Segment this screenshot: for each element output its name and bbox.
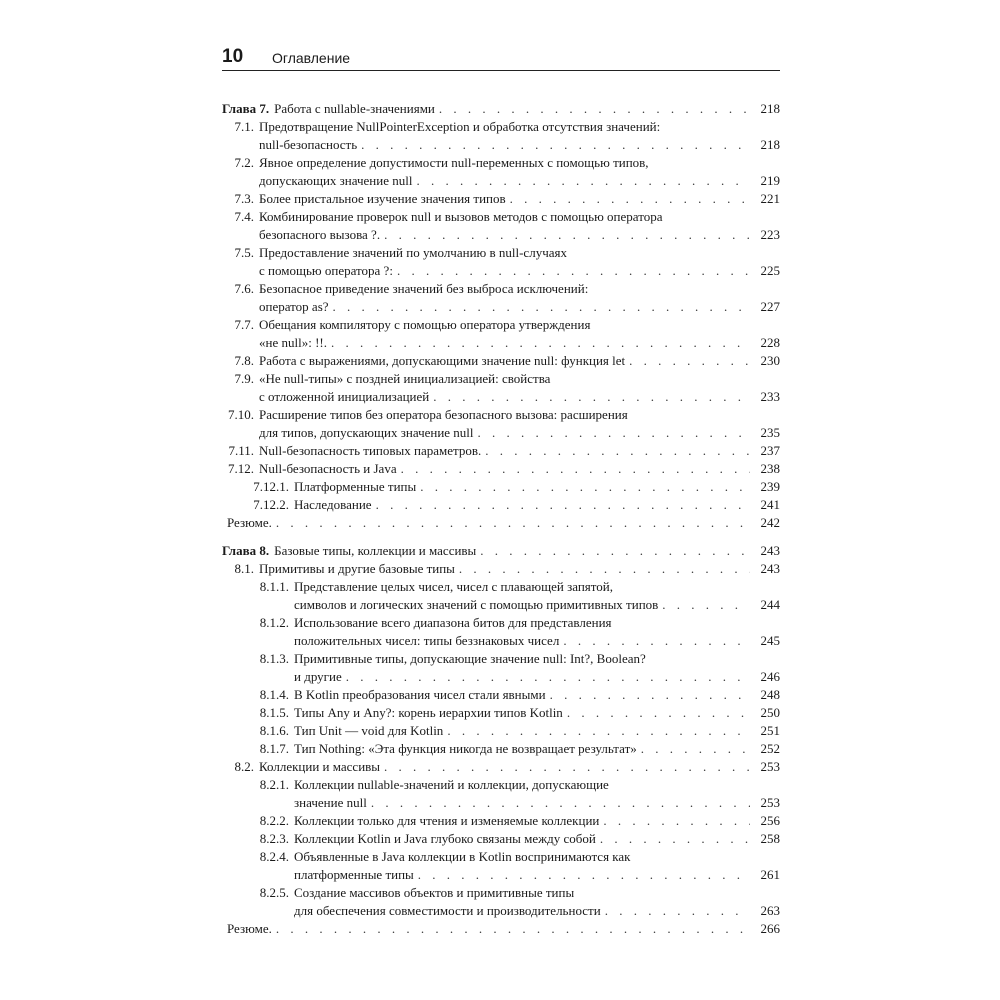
entry-text: Тип Unit — void для Kotlin [294, 723, 444, 738]
entry-line [259, 244, 780, 262]
entry-line [294, 812, 780, 830]
entry-text: Создание массивов объектов и примитивные типы [294, 885, 575, 900]
entry-text: безопасного вызова ?. [259, 227, 381, 242]
entry-text: Платформенные типы [294, 479, 417, 494]
entry-body [259, 442, 780, 460]
toc-section-entry[interactable] [222, 316, 780, 352]
entry-text: Коллекции Kotlin и Java глубоко связаны между собой [294, 831, 596, 846]
entry-body [259, 118, 780, 154]
entry-line [259, 370, 780, 388]
page-number: 10 [222, 46, 244, 67]
entry-number: 8.2.2. [259, 813, 289, 828]
dot-leader [629, 352, 750, 370]
entry-text: значение null [294, 795, 367, 810]
entry-number: 8.1.3. [259, 651, 289, 666]
toc-subsection-entry[interactable] [222, 614, 780, 650]
page-ref: 256 [760, 813, 780, 828]
toc-summary-entry[interactable] [222, 920, 780, 938]
entry-text: «Не null-типы» с поздней инициализацией: свойства [259, 371, 551, 386]
dot-leader [397, 262, 750, 280]
entry-number: 7.12. [228, 461, 254, 476]
page-ref: 223 [760, 227, 780, 242]
dot-leader [371, 794, 750, 812]
entry-text: Примитивы и другие базовые типы [259, 561, 455, 576]
dot-leader [563, 632, 750, 650]
entry-text: Обещания компилятору с помощью оператора утверждения [259, 317, 591, 332]
dot-leader [439, 100, 750, 118]
entry-line [259, 334, 780, 352]
entry-line [294, 478, 780, 496]
entry-text: для обеспечения совместимости и производительности [294, 903, 601, 918]
entry-text: null-безопасность [259, 137, 358, 152]
entry-body [294, 776, 780, 812]
toc-subsection-entry[interactable] [222, 578, 780, 614]
entry-line [259, 172, 780, 190]
entry-number: 8.2. [234, 759, 254, 774]
entry-number: 8.1.7. [259, 741, 289, 756]
entry-text: В Kotlin преобразования чисел стали явными [294, 687, 546, 702]
entry-line [259, 208, 780, 226]
dot-leader [567, 704, 750, 722]
entry-line [259, 352, 780, 370]
page-ref: 230 [760, 353, 780, 368]
toc-subsection-entry[interactable] [222, 722, 780, 740]
entry-line [259, 298, 780, 316]
dot-leader [331, 334, 750, 352]
dot-leader [420, 478, 750, 496]
entry-body [294, 496, 780, 514]
page-ref: 253 [760, 759, 780, 774]
entry-line [274, 542, 780, 560]
entry-text: оператор as? [259, 299, 329, 314]
dot-leader [478, 424, 750, 442]
entry-line [259, 118, 780, 136]
entry-text: Коллекции nullable-значений и коллекции, допускающие [294, 777, 609, 792]
dot-leader [376, 496, 750, 514]
page-ref: 218 [760, 137, 780, 152]
entry-number: 7.3. [234, 191, 254, 206]
entry-body [274, 542, 780, 560]
toc-section-entry[interactable] [222, 442, 780, 460]
toc-subsection-entry[interactable] [222, 704, 780, 722]
entry-line [227, 514, 780, 532]
toc-subsection-entry[interactable] [222, 740, 780, 758]
page-ref: 246 [760, 669, 780, 684]
table-of-contents [222, 100, 780, 948]
entry-text: Тип Nothing: «Эта функция никогда не возвращает результат» [294, 741, 637, 756]
dot-leader [662, 596, 750, 614]
entry-body [294, 578, 780, 614]
page-ref: 235 [760, 425, 780, 440]
entry-number: 8.1.1. [259, 579, 289, 594]
dot-leader [600, 830, 750, 848]
dot-leader [510, 190, 750, 208]
dot-leader [333, 298, 750, 316]
entry-text: Типы Any и Any?: корень иерархии типов Kotlin [294, 705, 563, 720]
toc-section-entry[interactable] [222, 406, 780, 442]
entry-body [259, 560, 780, 578]
entry-number: 7.1. [234, 119, 254, 134]
entry-text: с помощью оператора ?: [259, 263, 393, 278]
entry-line [259, 424, 780, 442]
entry-line [259, 316, 780, 334]
entry-line [259, 262, 780, 280]
entry-body [294, 812, 780, 830]
entry-body [227, 514, 780, 532]
toc-section-entry[interactable] [222, 118, 780, 154]
entry-text: Работа с nullable-значениями [274, 101, 435, 116]
dot-leader [384, 758, 750, 776]
toc-section-entry[interactable] [222, 280, 780, 316]
dot-leader [641, 740, 750, 758]
entry-number: 7.9. [234, 371, 254, 386]
running-header [222, 46, 780, 71]
entry-text: Более пристальное изучение значения типов [259, 191, 506, 206]
entry-text: Резюме. [227, 921, 272, 936]
entry-text: Комбинирование проверок null и вызовов методов с помощью оператора [259, 209, 663, 224]
dot-leader [459, 560, 750, 578]
page-ref: 243 [760, 561, 780, 576]
entry-line [259, 758, 780, 776]
entry-number: 8.1. [234, 561, 254, 576]
toc-summary-entry[interactable] [222, 514, 780, 532]
entry-line [259, 406, 780, 424]
entry-text: Наследование [294, 497, 372, 512]
entry-line [294, 866, 780, 884]
dot-leader [605, 902, 750, 920]
entry-body [294, 650, 780, 686]
entry-text: Предоставление значений по умолчанию в null-случаях [259, 245, 567, 260]
page-ref: 250 [760, 705, 780, 720]
entry-number: 8.2.1. [259, 777, 289, 792]
dot-leader [346, 668, 750, 686]
entry-line [294, 794, 780, 812]
running-header-title: Оглавление [272, 50, 351, 66]
entry-line [259, 226, 780, 244]
entry-text: Явное определение допустимости null-переменных с помощью типов, [259, 155, 649, 170]
entry-body [294, 686, 780, 704]
entry-body [259, 190, 780, 208]
toc-section-entry[interactable] [222, 560, 780, 578]
dot-leader [550, 686, 750, 704]
entry-number: 8.2.5. [259, 885, 289, 900]
page-ref: 238 [760, 461, 780, 476]
toc-section-entry[interactable] [222, 244, 780, 280]
chapter-block [222, 542, 780, 938]
page-ref: 252 [760, 741, 780, 756]
entry-line [294, 848, 780, 866]
toc-chapter-entry[interactable] [222, 100, 780, 118]
entry-number: 7.12.2. [253, 497, 289, 512]
page-ref: 239 [760, 479, 780, 494]
dot-leader [276, 920, 750, 938]
entry-body [294, 704, 780, 722]
dot-leader [433, 388, 750, 406]
page-ref: 243 [760, 543, 780, 558]
toc-section-entry[interactable] [222, 758, 780, 776]
entry-line [259, 136, 780, 154]
entry-number: 8.1.4. [259, 687, 289, 702]
page-ref: 227 [760, 299, 780, 314]
entry-line [294, 740, 780, 758]
entry-number: 7.2. [234, 155, 254, 170]
entry-line [294, 830, 780, 848]
page-ref: 225 [760, 263, 780, 278]
chapter-block [222, 100, 780, 532]
entry-text: Безопасное приведение значений без выброса исключений: [259, 281, 589, 296]
entry-number: 7.4. [234, 209, 254, 224]
entry-number: 8.1.6. [259, 723, 289, 738]
dot-leader [401, 460, 750, 478]
entry-body [294, 848, 780, 884]
entry-line [294, 722, 780, 740]
entry-text: символов и логических значений с помощью примитивных типов [294, 597, 659, 612]
entry-text: Использование всего диапазона битов для представления [294, 615, 612, 630]
entry-line [294, 650, 780, 668]
entry-number: 7.5. [234, 245, 254, 260]
entry-text: Коллекции и массивы [259, 759, 381, 774]
entry-line [259, 442, 780, 460]
toc-subsection-entry[interactable] [222, 776, 780, 812]
toc-section-entry[interactable] [222, 208, 780, 244]
entry-body [259, 280, 780, 316]
entry-text: Объявленные в Java коллекции в Kotlin воспринимаются как [294, 849, 631, 864]
dot-leader [603, 812, 750, 830]
page-ref: 261 [760, 867, 780, 882]
entry-body [259, 460, 780, 478]
toc-subsection-entry[interactable] [222, 478, 780, 496]
entry-text: Резюме. [227, 515, 272, 530]
toc-subsection-entry[interactable] [222, 496, 780, 514]
entry-body [259, 758, 780, 776]
entry-body [294, 830, 780, 848]
entry-body [259, 370, 780, 406]
entry-line [259, 388, 780, 406]
entry-body [294, 884, 780, 920]
page-ref: 233 [760, 389, 780, 404]
page-ref: 244 [760, 597, 780, 612]
entry-line [294, 496, 780, 514]
entry-number: 8.2.4. [259, 849, 289, 864]
entry-body [259, 208, 780, 244]
entry-body [294, 614, 780, 650]
dot-leader [361, 136, 750, 154]
entry-body [259, 352, 780, 370]
toc-subsection-entry[interactable] [222, 812, 780, 830]
entry-text: положительных чисел: типы беззнаковых чисел [294, 633, 560, 648]
entry-text: допускающих значение null [259, 173, 413, 188]
entry-number: 7.11. [228, 443, 254, 458]
entry-line [259, 560, 780, 578]
entry-line [294, 596, 780, 614]
entry-text: платформенные типы [294, 867, 414, 882]
toc-section-entry[interactable] [222, 352, 780, 370]
entry-line [259, 280, 780, 298]
toc-subsection-entry[interactable] [222, 884, 780, 920]
entry-line [294, 884, 780, 902]
page-ref: 258 [760, 831, 780, 846]
page-ref: 237 [760, 443, 780, 458]
dot-leader [418, 866, 750, 884]
dot-leader [384, 226, 750, 244]
page-ref: 241 [760, 497, 780, 512]
entry-text: Базовые типы, коллекции и массивы [274, 543, 477, 558]
entry-number: 7.6. [234, 281, 254, 296]
toc-section-entry[interactable] [222, 460, 780, 478]
page-ref: 221 [760, 191, 780, 206]
toc-section-entry[interactable] [222, 190, 780, 208]
entry-number: Глава 8. [222, 543, 270, 558]
entry-line [227, 920, 780, 938]
toc-section-entry[interactable] [222, 154, 780, 190]
toc-subsection-entry[interactable] [222, 650, 780, 686]
entry-line [294, 578, 780, 596]
entry-text: с отложенной инициализацией [259, 389, 430, 404]
entry-line [294, 686, 780, 704]
entry-line [294, 632, 780, 650]
toc-subsection-entry[interactable] [222, 686, 780, 704]
entry-text: Предотвращение NullPointerException и обработка отсутствия значений: [259, 119, 661, 134]
dot-leader [447, 722, 750, 740]
page-ref: 253 [760, 795, 780, 810]
page-ref: 251 [760, 723, 780, 738]
entry-body [259, 244, 780, 280]
entry-body [294, 722, 780, 740]
entry-number: 8.2.3. [259, 831, 289, 846]
entry-number: 8.1.2. [259, 615, 289, 630]
entry-number: 7.8. [234, 353, 254, 368]
entry-text: Коллекции только для чтения и изменяемые коллекции [294, 813, 600, 828]
entry-number: Глава 7. [222, 101, 270, 116]
entry-text: Null-безопасность и Java [259, 461, 397, 476]
entry-body [274, 100, 780, 118]
page-ref: 266 [760, 921, 780, 936]
toc-subsection-entry[interactable] [222, 848, 780, 884]
page-ref: 218 [760, 101, 780, 116]
entry-line [294, 902, 780, 920]
entry-text: и другие [294, 669, 342, 684]
entry-text: «не null»: !!. [259, 335, 327, 350]
page-ref: 245 [760, 633, 780, 648]
page-ref: 263 [760, 903, 780, 918]
dot-leader [480, 542, 750, 560]
entry-body [259, 154, 780, 190]
page-ref: 228 [760, 335, 780, 350]
entry-text: для типов, допускающих значение null [259, 425, 474, 440]
entry-text: Работа с выражениями, допускающими значение null: функция let [259, 353, 626, 368]
toc-chapter-entry[interactable] [222, 542, 780, 560]
entry-body [227, 920, 780, 938]
entry-text: Представление целых чисел, чисел с плавающей запятой, [294, 579, 614, 594]
page-ref: 248 [760, 687, 780, 702]
page-ref: 219 [760, 173, 780, 188]
toc-subsection-entry[interactable] [222, 830, 780, 848]
entry-line [259, 460, 780, 478]
entry-text: Расширение типов без оператора безопасного вызова: расширения [259, 407, 628, 422]
entry-line [274, 100, 780, 118]
entry-number: 7.10. [228, 407, 254, 422]
entry-body [259, 406, 780, 442]
entry-line [294, 776, 780, 794]
dot-leader [416, 172, 750, 190]
entry-number: 7.7. [234, 317, 254, 332]
entry-number: 8.1.5. [259, 705, 289, 720]
entry-line [259, 190, 780, 208]
entry-line [259, 154, 780, 172]
entry-line [294, 668, 780, 686]
entry-body [294, 740, 780, 758]
page-ref: 242 [760, 515, 780, 530]
entry-body [259, 316, 780, 352]
entry-number: 7.12.1. [253, 479, 289, 494]
dot-leader [485, 442, 750, 460]
toc-section-entry[interactable] [222, 370, 780, 406]
entry-line [294, 704, 780, 722]
entry-body [294, 478, 780, 496]
dot-leader [276, 514, 750, 532]
entry-text: Null-безопасность типовых параметров. [259, 443, 482, 458]
entry-line [294, 614, 780, 632]
entry-text: Примитивные типы, допускающие значение null: Int?, Boolean? [294, 651, 646, 666]
